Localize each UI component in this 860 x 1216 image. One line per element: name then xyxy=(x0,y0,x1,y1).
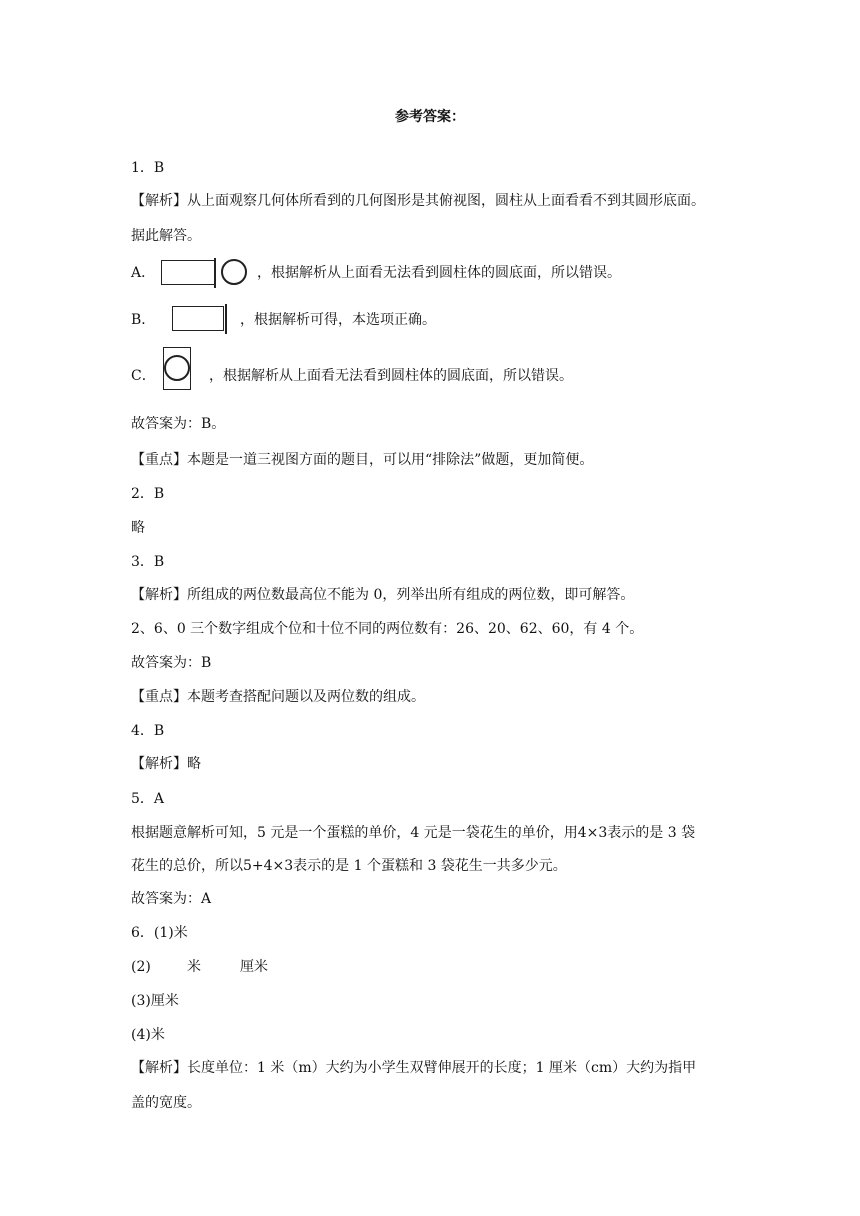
option-c-label: C． xyxy=(131,368,156,384)
option-a-figure xyxy=(161,258,251,288)
option-c-figure xyxy=(163,347,193,391)
detail-5-line-1: 根据题意解析可知，5 元是一个蛋糕的单价，4 元是一袋花生的单价，用4×3表示的是 3 袋 xyxy=(131,825,696,841)
answer-line-1: 故答案为：B。 xyxy=(131,416,226,432)
answer-4: 4．B xyxy=(131,723,165,739)
answer-6-part-2-a: 米 xyxy=(187,959,201,975)
circle-shape xyxy=(164,355,190,381)
analysis-1-line-2: 据此解答。 xyxy=(131,228,201,244)
answer-6-part-2-label: (2) xyxy=(131,959,151,975)
option-b-label: B． xyxy=(131,312,156,328)
page-title: 参考答案： xyxy=(395,109,465,125)
option-a-label: A． xyxy=(131,265,156,281)
answer-6-part-1: 6．(1)米 xyxy=(131,925,188,941)
note-2: 略 xyxy=(131,520,145,536)
answer-3: 3．B xyxy=(131,554,165,570)
answer-1: 1．B xyxy=(131,160,165,176)
answer-2: 2．B xyxy=(131,486,165,502)
detail-5-line-2: 花生的总价，所以5+4×3表示的是 1 个蛋糕和 3 袋花生一共多少元。 xyxy=(131,858,567,874)
key-point-3: 【重点】本题考查搭配问题以及两位数的组成。 xyxy=(131,689,425,705)
option-b-text: ，根据解析可得，本选项正确。 xyxy=(240,312,436,328)
answer-line-5: 故答案为：A xyxy=(131,891,212,907)
answer-line-3: 故答案为：B xyxy=(131,655,212,671)
analysis-6-line-1: 【解析】长度单位：1 米（m）大约为小学生双臂伸展开的长度；1 厘米（cm）大约为指甲 xyxy=(131,1060,697,1076)
option-b-figure xyxy=(172,304,232,334)
option-c-text: ，根据解析从上面看无法看到圆柱体的圆底面，所以错误。 xyxy=(209,368,573,384)
answer-5: 5．A xyxy=(131,791,165,807)
key-point-1: 【重点】本题是一道三视图方面的题目，可以用“排除法”做题，更加简便。 xyxy=(131,452,594,468)
rectangle-shape xyxy=(161,260,215,285)
detail-3: 2、6、0 三个数字组成个位和十位不同的两位数有：26、20、62、60，有 4 个。 xyxy=(131,621,644,637)
answer-6-part-2-b: 厘米 xyxy=(240,959,268,975)
answer-6-part-4: (4)米 xyxy=(131,1027,165,1043)
analysis-1-line-1: 【解析】从上面观察几何体所看到的几何图形是其俯视图，圆柱从上面看看不到其圆形底面。 xyxy=(131,193,705,209)
analysis-6-line-2: 盖的宽度。 xyxy=(131,1095,201,1111)
circle-shape xyxy=(221,259,247,285)
rectangle-shape xyxy=(172,306,224,331)
edge-line xyxy=(214,258,216,288)
option-a-text: ，根据解析从上面看无法看到圆柱体的圆底面，所以错误。 xyxy=(257,265,621,281)
answer-6-part-3: (3)厘米 xyxy=(131,993,179,1009)
analysis-4: 【解析】略 xyxy=(131,756,201,772)
analysis-3: 【解析】所组成的两位数最高位不能为 0，列举出所有组成的两位数，即可解答。 xyxy=(131,587,635,603)
edge-line xyxy=(225,304,227,334)
